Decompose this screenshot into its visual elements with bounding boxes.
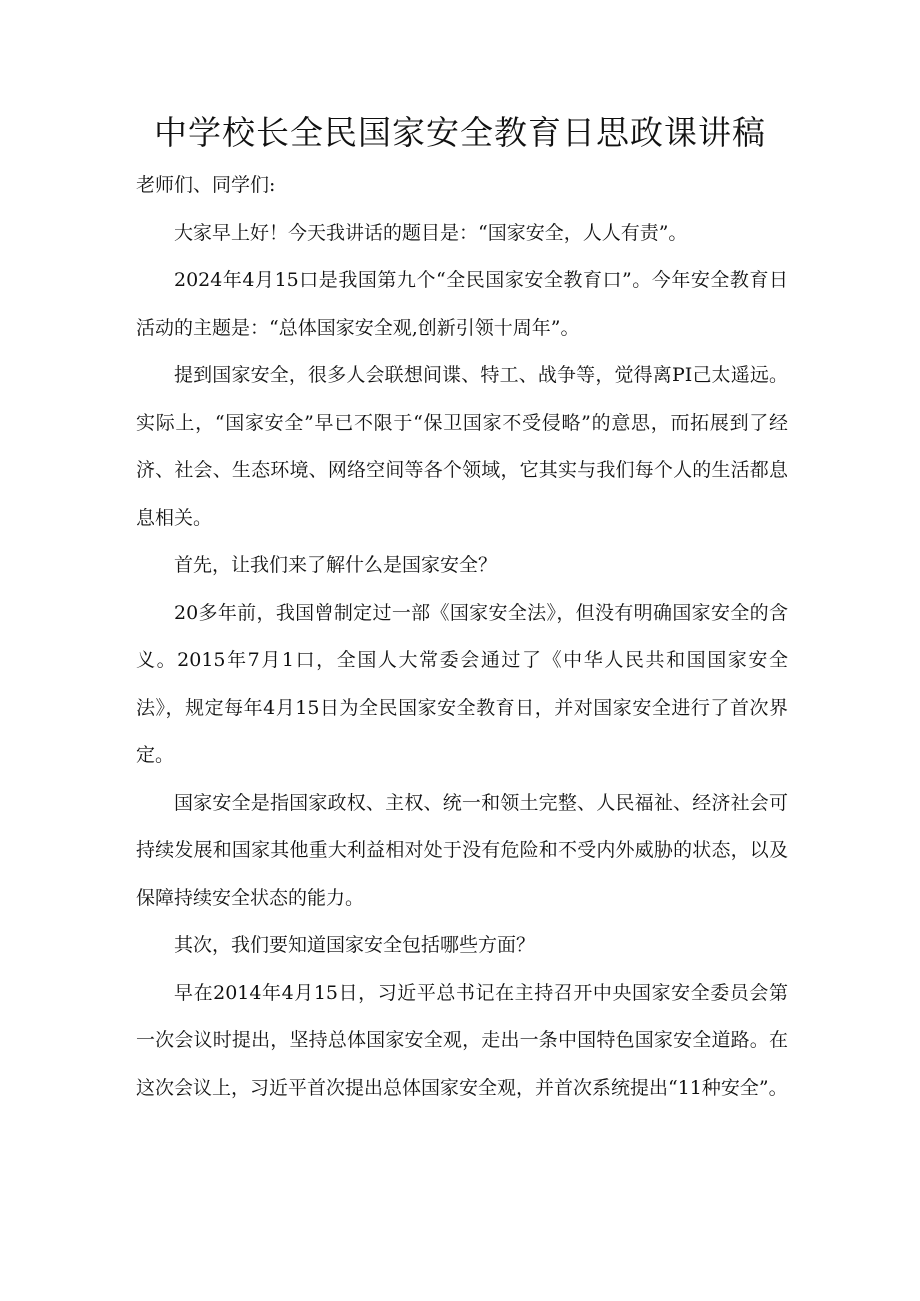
- paragraph-8: 早在2014年4月15日，习近平总书记在主持召开中央国家安全委员会第一次会议时提出，坚持总体国家安全观，走出一条中国特色国家安全道路。在这次会议上，习近平首次提出总体国家安全观，并首次系统提出“11种安全”。: [136, 981, 788, 1099]
- salutation: 老师们、同学们:: [136, 174, 276, 196]
- document-body: [136, 162, 788, 1112]
- document-title: 中学校长全民国家安全教育日思政课讲稿: [154, 113, 766, 152]
- paragraph-6: 国家安全是指国家政权、主权、统一和领土完整、人民福祉、经济社会可持续发展和国家其他重大利益相对处于没有危险和不受内外威胁的状态，以及保障持续安全状态的能力。: [136, 791, 788, 909]
- paragraph-2: 2024年4月15口是我国第九个“全民国家安全教育口”。今年安全教育日活动的主题是：“总体国家安全观,创新引领十周年”。: [136, 269, 788, 339]
- paragraph-1: 大家早上好！今天我讲话的题目是：“国家安全，人人有责”。: [174, 221, 688, 244]
- paragraph-4: 首先，让我们来了解什么是国家安全？: [174, 554, 498, 576]
- paragraph-7: 其次，我们要知道国家安全包括哪些方面？: [174, 934, 536, 956]
- paragraph-5: 20多年前，我国曾制定过一部《国家安全法》，但没有明确国家安全的含义。2015年7月1口，全国人大常委会通过了《中华人民共和国国家安全法》，规定每年4月15日为全民国家安全教育日，并对国家安全进行了首次界定。: [136, 601, 788, 766]
- paragraph-3: 提到国家安全，很多人会联想间谍、特工、战争等，觉得离PI己太遥远。实际上，“国家安全”早已不限于“保卫国家不受侵略”的意思，而拓展到了经济、社会、生态环境、网络空间等各个领域，它其实与我们每个人的生活都息息相关。: [136, 364, 788, 529]
